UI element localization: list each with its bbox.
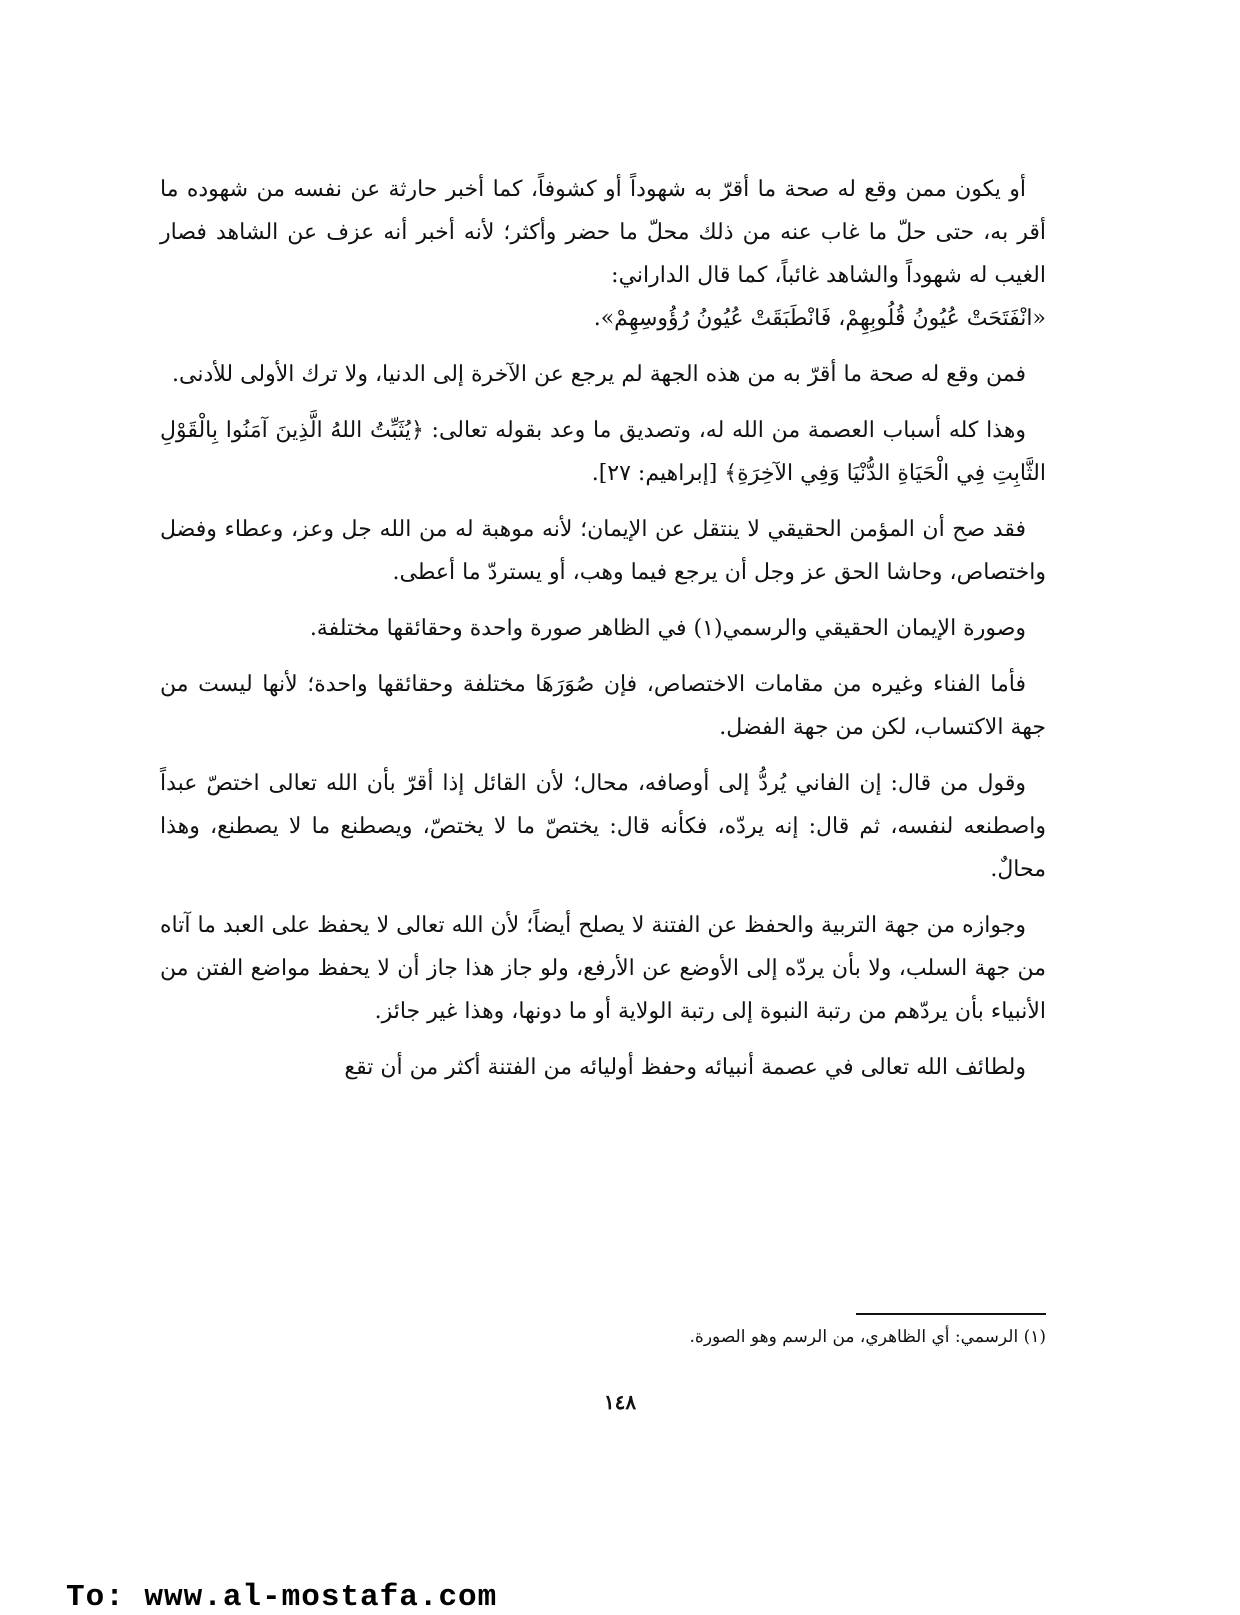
- paragraph-1-text: أو يكون ممن وقع له صحة ما أقرّ به شهوداً أو كشوفاً، كما أخبر حارثة عن نفسه من شهوده ما أقر به، حتى حلّ ما غاب عنه من ذلك محلّ ما حضر وأكثر؛ لأنه أخبر أنه عزف عن الشاهد فصار الغيب له شهوداً والشاهد غائباً، كما قال الداراني:: [160, 177, 1046, 288]
- paragraph-7: وقول من قال: إن الفاني يُردُّ إلى أوصافه، محال؛ لأن القائل إذا أقرّ بأن الله تعالى اختصّ عبداً واصطنعه لنفسه، ثم قال: إنه يردّه، فكأنه قال: يختصّ ما لا يختصّ، ويصطنع ما لا يصطنع، وهذا محالٌ.: [160, 771, 1046, 882]
- footnote: (١) الرسمي: أي الظاهري، من الرسم وهو الصورة.: [689, 1327, 1046, 1347]
- paragraph-5: وصورة الإيمان الحقيقي والرسمي(١) في الظاهر صورة واحدة وحقائقها مختلفة.: [309, 616, 1026, 641]
- paragraph-6: فأما الفناء وغيره من مقامات الاختصاص، فإن صُوَرَهَا مختلفة وحقائقها واحدة؛ لأنها ليست من جهة الاكتساب، لكن من جهة الفضل.: [160, 672, 1046, 740]
- body-text: [160, 168, 1046, 1102]
- page-number: ١٤٨: [603, 1390, 637, 1414]
- footnote-divider: [856, 1313, 1046, 1315]
- paragraph-3: وهذا كله أسباب العصمة من الله له، وتصديق ما وعد بقوله تعالى: ﴿يُثَبِّتُ اللهُ الَّذِينَ آمَنُوا بِالْقَوْلِ الثَّابِتِ فِي الْحَيَاةِ الدُّنْيَا وَفِي الآخِرَةِ﴾ [إبراهيم: ٢٧].: [160, 418, 1046, 486]
- paragraph-8: وجوازه من جهة التربية والحفظ عن الفتنة لا يصلح أيضاً؛ لأن الله تعالى لا يحفظ على العبد ما آتاه من جهة السلب، ولا بأن يردّه إلى الأوضع عن الأرفع، ولو جاز هذا جاز أن لا يحفظ مواضع الفتن من الأنبياء بأن يردّهم من رتبة النبوة إلى رتبة الولاية أو ما دونها، وهذا غير جائز.: [159, 913, 1046, 1024]
- paragraph-9: ولطائف الله تعالى في عصمة أنبيائه وحفظ أوليائه من الفتنة أكثر من أن تقع: [344, 1055, 1026, 1080]
- paragraph-2: فمن وقع له صحة ما أقرّ به من هذه الجهة لم يرجع عن الآخرة إلى الدنيا، ولا ترك الأولى للأدنى.: [172, 362, 1026, 387]
- daarani-quote: «انْفَتَحَتْ عُيُونُ قُلُوبِهِمْ، فَانْطَبَقَتْ عُيُونُ رُؤُوسِهِمْ».: [593, 306, 1046, 331]
- source-banner: To: www.al-mostafa.com: [66, 1580, 498, 1615]
- paragraph-4: فقد صح أن المؤمن الحقيقي لا ينتقل عن الإيمان؛ لأنه موهبة له من الله جل وعز، وعطاء وفضل واختصاص، وحاشا الحق عز وجل أن يرجع فيما وهب، أو يستردّ ما أعطى.: [160, 517, 1046, 585]
- paragraph-1: [160, 168, 1046, 340]
